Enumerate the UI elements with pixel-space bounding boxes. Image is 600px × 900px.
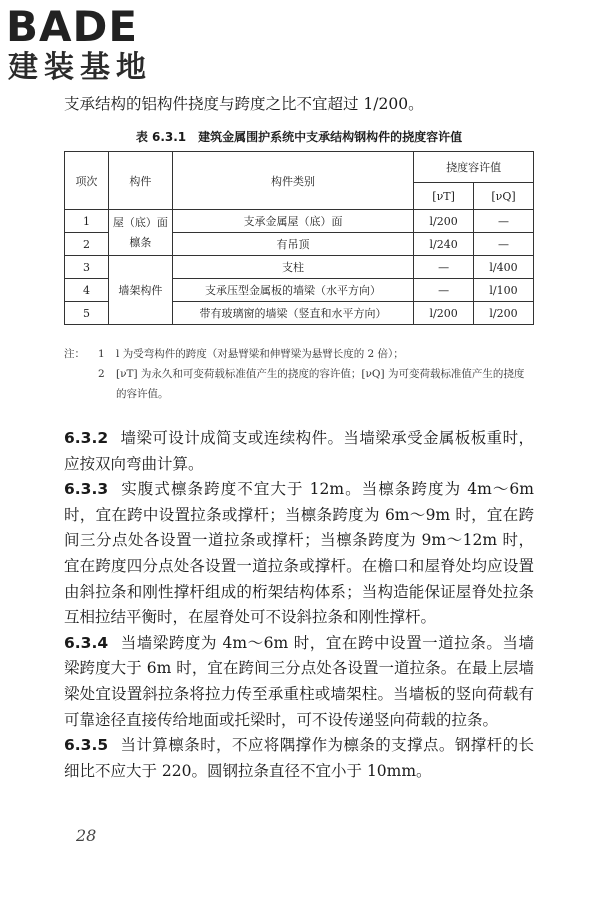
- row-vq: l/200: [474, 302, 534, 325]
- header-vt: [νT]: [414, 183, 474, 210]
- intro-paragraph: 支承结构的铝构件挠度与跨度之比不宜超过 1/200。: [64, 95, 424, 113]
- page-number: 28: [76, 826, 97, 845]
- row-vt: —: [414, 256, 474, 279]
- row-type: 支柱: [172, 256, 413, 279]
- clause-number: 6.3.2: [64, 429, 109, 447]
- clause-number: 6.3.3: [64, 480, 109, 499]
- note-item: [64, 364, 534, 404]
- note-item: [64, 344, 534, 364]
- clause-6-3-3: [64, 477, 534, 631]
- site-logo: [6, 4, 176, 88]
- table-notes: [64, 344, 534, 404]
- group-wall-frame: 墙架构件: [108, 256, 172, 325]
- notes-label: 注：: [64, 348, 85, 360]
- logo-text-cn: 建装基地: [8, 50, 152, 85]
- group-roof-purlin: 屋（底）面檩条: [108, 210, 172, 256]
- table-row: [65, 210, 534, 233]
- row-vt: l/200: [414, 302, 474, 325]
- logo-text-en: BADE: [6, 2, 139, 51]
- row-type: 支承压型金属板的墙梁（水平方向）: [172, 279, 413, 302]
- row-type: 有吊顶: [172, 233, 413, 256]
- clause-6-3-2: [64, 426, 534, 477]
- row-no: 5: [65, 302, 109, 325]
- header-type: 构件类别: [172, 152, 413, 210]
- clause-text: 墙梁可设计成简支或连续构件。当墙梁承受金属板板重时，应按双向弯曲计算。: [64, 429, 534, 473]
- note-text: l 为受弯构件的跨度（对悬臂梁和伸臂梁为悬臂长度的 2 倍）；: [116, 348, 404, 360]
- clause-text: 当计算檩条时，不应将隅撑作为檩条的支撑点。钢撑杆的长细比不应大于 220。圆钢拉条直径不宜小于 10mm。: [64, 736, 534, 780]
- row-vt: —: [414, 279, 474, 302]
- clause-number: 6.3.4: [64, 633, 109, 652]
- header-deflection: 挠度容许值: [414, 152, 534, 183]
- row-vt: l/200: [414, 210, 474, 233]
- note-text: [νT] 为永久和可变荷载标准值产生的挠度的容许值；[νQ] 为可变荷载标准值产生的挠度的容许值。: [116, 368, 525, 400]
- clause-6-3-4: [64, 631, 534, 733]
- clause-text: 当墙梁跨度为 4m～6m 时，宜在跨中设置一道拉条。当墙梁跨度大于 6m 时，宜在跨间三分点处各设置一道拉条。在最上层墙梁处宜设置斜拉条将拉力传至承重柱或墙架柱。当墙板的竖向荷载有可靠途径直接传给地面或托梁时，可不设传递竖向荷载的拉条。: [64, 633, 534, 729]
- row-vq: l/100: [474, 279, 534, 302]
- note-number: 1: [98, 348, 105, 360]
- clause-6-3-5: [64, 733, 534, 784]
- row-vt: l/240: [414, 233, 474, 256]
- row-no: 1: [65, 210, 109, 233]
- row-no: 2: [65, 233, 109, 256]
- row-no: 3: [65, 256, 109, 279]
- row-vq: —: [474, 210, 534, 233]
- header-member: 构件: [108, 152, 172, 210]
- clauses: [64, 426, 534, 784]
- clause-number: 6.3.5: [64, 736, 109, 755]
- row-vq: l/400: [474, 256, 534, 279]
- header-vq: [νQ]: [474, 183, 534, 210]
- note-number: 2: [98, 368, 105, 380]
- header-no: 项次: [65, 152, 109, 210]
- deflection-table: [64, 151, 534, 325]
- row-no: 4: [65, 279, 109, 302]
- row-vq: —: [474, 233, 534, 256]
- table-title: 表 6.3.1 建筑金属围护系统中支承结构钢构件的挠度容许值: [135, 130, 463, 144]
- row-type: 带有玻璃窗的墙梁（竖直和水平方向）: [172, 302, 413, 325]
- clause-text: 实腹式檩条跨度不宜大于 12m。当檩条跨度为 4m～6m 时，宜在跨中设置拉条或撑杆；当檩条跨度为 6m～9m 时，宜在跨间三分点处各设置一道拉条或撑杆；当檩条跨度为 9m～12m 时，宜在跨度四分点处各设置一道拉条或撑杆。在檐口和屋脊处均应设置由斜拉条和刚性撑杆组成的桁架结构体系；当构造能保证屋脊处拉条互相拉结平衡时，在屋脊处可不设斜拉条和刚性撑杆。: [64, 480, 534, 627]
- row-type: 支承金属屋（底）面: [172, 210, 413, 233]
- table-row: [65, 256, 534, 279]
